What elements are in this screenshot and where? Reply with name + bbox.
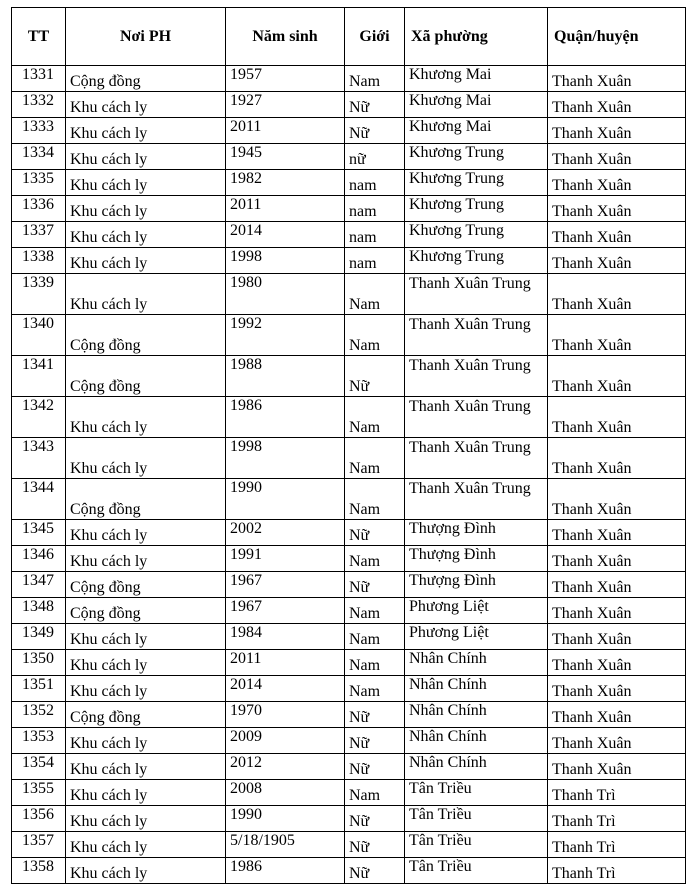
cell-tt: 1334 [12, 144, 66, 170]
table-row [12, 572, 686, 598]
cell-tt: 1340 [12, 315, 66, 356]
cell-noi-ph: Khu cách ly [66, 624, 226, 650]
cell-noi-ph: Khu cách ly [66, 397, 226, 438]
cell-noi-ph: Cộng đồng [66, 356, 226, 397]
cell-noi-ph: Khu cách ly [66, 806, 226, 832]
table-row [12, 222, 686, 248]
cell-quan-huyen: Thanh Trì [548, 832, 686, 858]
cell-tt: 1336 [12, 196, 66, 222]
cell-tt: 1337 [12, 222, 66, 248]
cell-xa-phuong: Khương Mai [405, 118, 548, 144]
table-row [12, 438, 686, 479]
cell-xa-phuong: Nhân Chính [405, 702, 548, 728]
cell-xa-phuong: Nhân Chính [405, 676, 548, 702]
cell-tt: 1348 [12, 598, 66, 624]
cell-gioi: Nữ [345, 754, 405, 780]
cell-tt: 1352 [12, 702, 66, 728]
cell-noi-ph: Cộng đồng [66, 479, 226, 520]
cell-xa-phuong: Khương Mai [405, 66, 548, 92]
cell-noi-ph: Cộng đồng [66, 702, 226, 728]
cell-nam-sinh: 1927 [226, 92, 345, 118]
cell-xa-phuong: Thượng Đình [405, 572, 548, 598]
table-row [12, 170, 686, 196]
cell-nam-sinh: 1945 [226, 144, 345, 170]
cell-nam-sinh: 1992 [226, 315, 345, 356]
cell-noi-ph: Khu cách ly [66, 222, 226, 248]
cell-quan-huyen: Thanh Xuân [548, 479, 686, 520]
cell-nam-sinh: 1998 [226, 438, 345, 479]
table-row [12, 356, 686, 397]
table-row [12, 397, 686, 438]
cell-gioi: Nữ [345, 356, 405, 397]
cell-xa-phuong: Khương Mai [405, 92, 548, 118]
cell-xa-phuong: Khương Trung [405, 144, 548, 170]
cell-quan-huyen: Thanh Xuân [548, 676, 686, 702]
table-row [12, 754, 686, 780]
cell-gioi: Nữ [345, 832, 405, 858]
cell-nam-sinh: 2014 [226, 676, 345, 702]
cell-quan-huyen: Thanh Xuân [548, 702, 686, 728]
cell-nam-sinh: 1980 [226, 274, 345, 315]
cell-gioi: Nam [345, 780, 405, 806]
cell-xa-phuong: Thanh Xuân Trung [405, 397, 548, 438]
table-row [12, 806, 686, 832]
cell-tt: 1356 [12, 806, 66, 832]
cell-nam-sinh: 2011 [226, 196, 345, 222]
cell-noi-ph: Khu cách ly [66, 858, 226, 884]
cell-gioi: Nữ [345, 728, 405, 754]
cell-gioi: Nam [345, 650, 405, 676]
cell-noi-ph: Khu cách ly [66, 754, 226, 780]
cell-noi-ph: Khu cách ly [66, 274, 226, 315]
cell-nam-sinh: 5/18/1905 [226, 832, 345, 858]
cell-noi-ph: Khu cách ly [66, 196, 226, 222]
cell-gioi: Nam [345, 274, 405, 315]
cell-gioi: Nam [345, 676, 405, 702]
cell-nam-sinh: 1988 [226, 356, 345, 397]
cell-gioi: Nam [345, 479, 405, 520]
cell-quan-huyen: Thanh Xuân [548, 315, 686, 356]
cell-tt: 1347 [12, 572, 66, 598]
cell-gioi: Nữ [345, 520, 405, 546]
cell-quan-huyen: Thanh Xuân [548, 397, 686, 438]
cell-tt: 1332 [12, 92, 66, 118]
cell-noi-ph: Khu cách ly [66, 546, 226, 572]
cell-xa-phuong: Thanh Xuân Trung [405, 438, 548, 479]
cell-nam-sinh: 1967 [226, 598, 345, 624]
cell-xa-phuong: Khương Trung [405, 248, 548, 274]
cell-noi-ph: Khu cách ly [66, 520, 226, 546]
table-row [12, 780, 686, 806]
cell-quan-huyen: Thanh Xuân [548, 248, 686, 274]
cell-tt: 1344 [12, 479, 66, 520]
table-row [12, 315, 686, 356]
header-noi-ph: Nơi PH [66, 8, 226, 66]
cell-nam-sinh: 1967 [226, 572, 345, 598]
cell-quan-huyen: Thanh Xuân [548, 222, 686, 248]
case-table [11, 7, 686, 884]
cell-quan-huyen: Thanh Xuân [548, 274, 686, 315]
cell-noi-ph: Khu cách ly [66, 118, 226, 144]
cell-gioi: Nam [345, 315, 405, 356]
cell-xa-phuong: Tân Triều [405, 832, 548, 858]
cell-quan-huyen: Thanh Trì [548, 780, 686, 806]
cell-nam-sinh: 2011 [226, 118, 345, 144]
cell-gioi: Nữ [345, 858, 405, 884]
cell-xa-phuong: Thanh Xuân Trung [405, 356, 548, 397]
cell-xa-phuong: Tân Triều [405, 780, 548, 806]
cell-tt: 1358 [12, 858, 66, 884]
table-header [12, 8, 686, 66]
header-quan-huyen: Quận/huyện [548, 8, 686, 66]
cell-tt: 1338 [12, 248, 66, 274]
cell-nam-sinh: 2009 [226, 728, 345, 754]
cell-quan-huyen: Thanh Xuân [548, 196, 686, 222]
cell-xa-phuong: Phương Liệt [405, 598, 548, 624]
cell-quan-huyen: Thanh Xuân [548, 144, 686, 170]
cell-noi-ph: Khu cách ly [66, 676, 226, 702]
cell-gioi: nam [345, 170, 405, 196]
cell-noi-ph: Khu cách ly [66, 728, 226, 754]
cell-quan-huyen: Thanh Xuân [548, 170, 686, 196]
table-body [12, 66, 686, 884]
cell-nam-sinh: 1990 [226, 806, 345, 832]
table-row [12, 144, 686, 170]
cell-tt: 1345 [12, 520, 66, 546]
table-row [12, 274, 686, 315]
cell-quan-huyen: Thanh Xuân [548, 650, 686, 676]
header-nam-sinh: Năm sinh [226, 8, 345, 66]
table-row [12, 650, 686, 676]
cell-tt: 1333 [12, 118, 66, 144]
cell-xa-phuong: Thanh Xuân Trung [405, 315, 548, 356]
cell-noi-ph: Khu cách ly [66, 144, 226, 170]
cell-noi-ph: Cộng đồng [66, 66, 226, 92]
cell-gioi: nam [345, 196, 405, 222]
cell-quan-huyen: Thanh Xuân [548, 624, 686, 650]
header-gioi: Giới [345, 8, 405, 66]
table-row [12, 702, 686, 728]
cell-quan-huyen: Thanh Trì [548, 806, 686, 832]
header-tt: TT [12, 8, 66, 66]
cell-noi-ph: Cộng đồng [66, 572, 226, 598]
cell-tt: 1350 [12, 650, 66, 676]
cell-nam-sinh: 1986 [226, 858, 345, 884]
cell-nam-sinh: 1970 [226, 702, 345, 728]
cell-quan-huyen: Thanh Xuân [548, 546, 686, 572]
cell-tt: 1346 [12, 546, 66, 572]
cell-xa-phuong: Thượng Đình [405, 520, 548, 546]
cell-gioi: nữ [345, 144, 405, 170]
cell-tt: 1349 [12, 624, 66, 650]
cell-noi-ph: Cộng đồng [66, 315, 226, 356]
cell-nam-sinh: 2002 [226, 520, 345, 546]
cell-quan-huyen: Thanh Xuân [548, 66, 686, 92]
table-row [12, 248, 686, 274]
cell-noi-ph: Khu cách ly [66, 248, 226, 274]
cell-nam-sinh: 2014 [226, 222, 345, 248]
cell-gioi: Nữ [345, 702, 405, 728]
cell-quan-huyen: Thanh Xuân [548, 356, 686, 397]
cell-gioi: nam [345, 248, 405, 274]
cell-gioi: Nam [345, 598, 405, 624]
cell-xa-phuong: Khương Trung [405, 196, 548, 222]
cell-nam-sinh: 2011 [226, 650, 345, 676]
cell-xa-phuong: Khương Trung [405, 222, 548, 248]
cell-gioi: Nam [345, 397, 405, 438]
cell-xa-phuong: Nhân Chính [405, 728, 548, 754]
table-row [12, 92, 686, 118]
cell-tt: 1343 [12, 438, 66, 479]
cell-tt: 1335 [12, 170, 66, 196]
cell-gioi: Nam [345, 438, 405, 479]
table-row [12, 676, 686, 702]
table-row [12, 66, 686, 92]
cell-tt: 1355 [12, 780, 66, 806]
cell-nam-sinh: 1984 [226, 624, 345, 650]
cell-gioi: Nữ [345, 118, 405, 144]
header-xa-phuong: Xã phường [405, 8, 548, 66]
cell-tt: 1353 [12, 728, 66, 754]
cell-nam-sinh: 1986 [226, 397, 345, 438]
table-row [12, 546, 686, 572]
table-row [12, 196, 686, 222]
cell-tt: 1331 [12, 66, 66, 92]
cell-gioi: Nữ [345, 806, 405, 832]
cell-gioi: Nam [345, 624, 405, 650]
table-row [12, 520, 686, 546]
cell-gioi: Nữ [345, 92, 405, 118]
cell-tt: 1339 [12, 274, 66, 315]
cell-quan-huyen: Thanh Xuân [548, 754, 686, 780]
cell-gioi: Nam [345, 546, 405, 572]
cell-quan-huyen: Thanh Xuân [548, 92, 686, 118]
cell-noi-ph: Khu cách ly [66, 832, 226, 858]
table-row [12, 624, 686, 650]
cell-xa-phuong: Tân Triều [405, 806, 548, 832]
cell-quan-huyen: Thanh Trì [548, 858, 686, 884]
cell-noi-ph: Khu cách ly [66, 170, 226, 196]
table-row [12, 728, 686, 754]
cell-noi-ph: Cộng đồng [66, 598, 226, 624]
cell-quan-huyen: Thanh Xuân [548, 520, 686, 546]
table-row [12, 118, 686, 144]
cell-quan-huyen: Thanh Xuân [548, 118, 686, 144]
cell-gioi: nam [345, 222, 405, 248]
cell-noi-ph: Khu cách ly [66, 780, 226, 806]
cell-nam-sinh: 1998 [226, 248, 345, 274]
cell-tt: 1357 [12, 832, 66, 858]
cell-xa-phuong: Thanh Xuân Trung [405, 479, 548, 520]
cell-xa-phuong: Tân Triều [405, 858, 548, 884]
cell-tt: 1341 [12, 356, 66, 397]
cell-quan-huyen: Thanh Xuân [548, 572, 686, 598]
cell-quan-huyen: Thanh Xuân [548, 598, 686, 624]
cell-gioi: Nữ [345, 572, 405, 598]
cell-xa-phuong: Nhân Chính [405, 754, 548, 780]
cell-gioi: Nam [345, 66, 405, 92]
cell-quan-huyen: Thanh Xuân [548, 728, 686, 754]
cell-tt: 1351 [12, 676, 66, 702]
table-row [12, 832, 686, 858]
cell-tt: 1342 [12, 397, 66, 438]
cell-noi-ph: Khu cách ly [66, 438, 226, 479]
cell-tt: 1354 [12, 754, 66, 780]
cell-nam-sinh: 2008 [226, 780, 345, 806]
cell-xa-phuong: Nhân Chính [405, 650, 548, 676]
cell-xa-phuong: Thanh Xuân Trung [405, 274, 548, 315]
table-row [12, 598, 686, 624]
header-row [12, 8, 686, 66]
cell-xa-phuong: Thượng Đình [405, 546, 548, 572]
cell-xa-phuong: Phương Liệt [405, 624, 548, 650]
table-row [12, 858, 686, 884]
table-row [12, 479, 686, 520]
cell-noi-ph: Khu cách ly [66, 92, 226, 118]
cell-noi-ph: Khu cách ly [66, 650, 226, 676]
cell-nam-sinh: 1991 [226, 546, 345, 572]
cell-nam-sinh: 1957 [226, 66, 345, 92]
cell-nam-sinh: 1990 [226, 479, 345, 520]
cell-nam-sinh: 1982 [226, 170, 345, 196]
cell-quan-huyen: Thanh Xuân [548, 438, 686, 479]
cell-nam-sinh: 2012 [226, 754, 345, 780]
cell-xa-phuong: Khương Trung [405, 170, 548, 196]
